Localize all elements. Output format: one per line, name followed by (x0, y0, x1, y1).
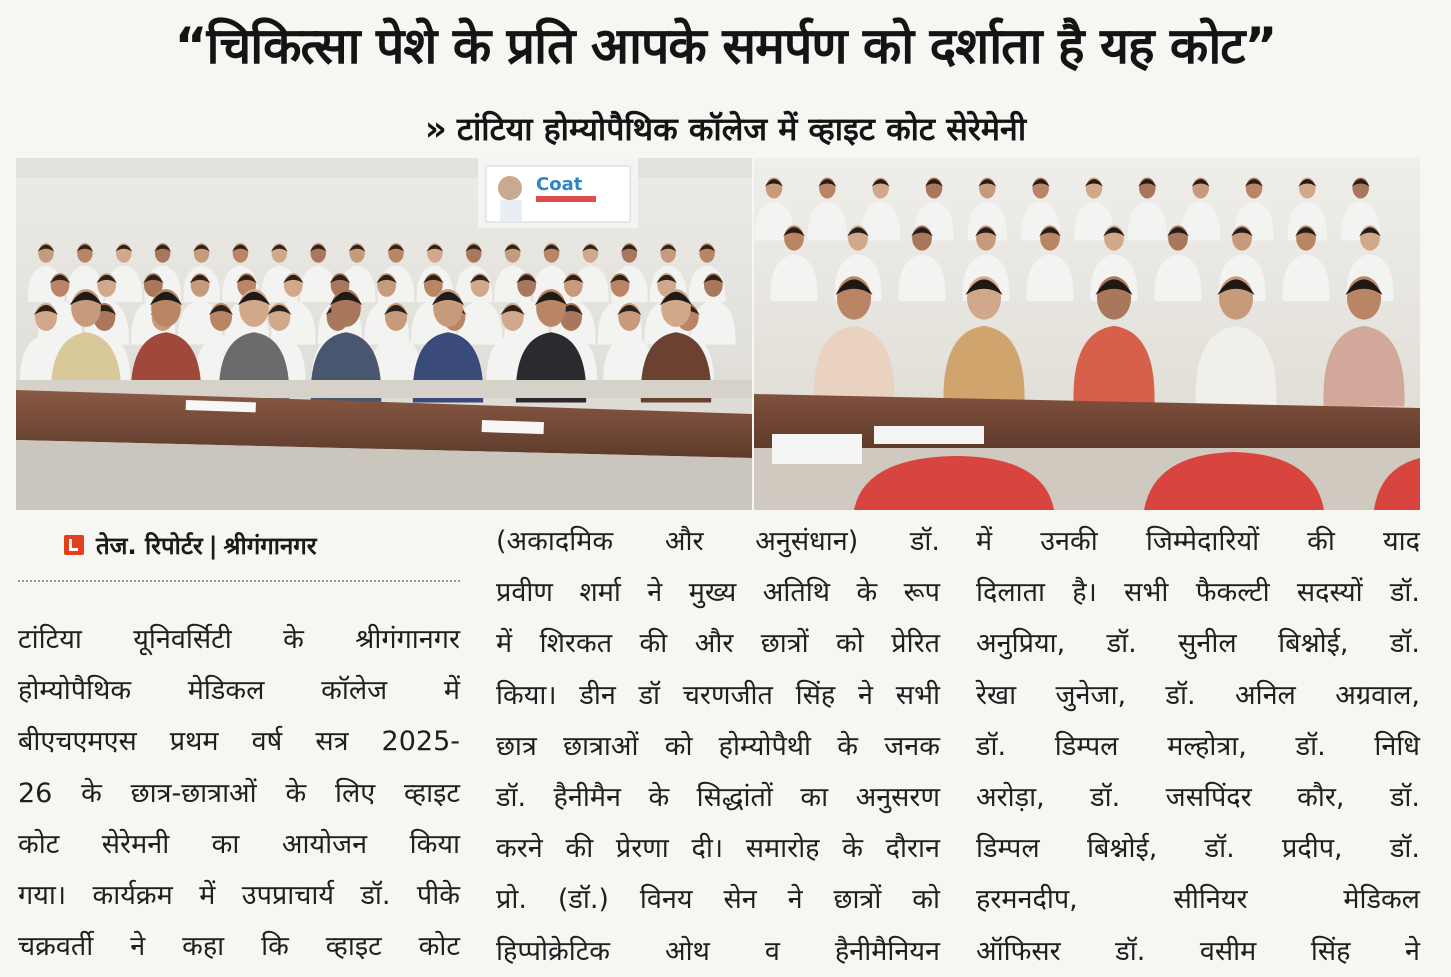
article-line: किया। डीन डॉ चरणजीत सिंह ने सभी (496, 679, 940, 711)
article-line: छात्र छात्राओं को होम्योपैथी के जनक (496, 730, 940, 762)
article-line: ऑफिसर डॉ. वसीम सिंह ने (976, 935, 1420, 967)
article-line: (अकादमिक और अनुसंधान) डॉ. (496, 526, 940, 557)
photo-audience-left-illustration (16, 158, 752, 510)
photo-audience-right-illustration (754, 158, 1420, 510)
article-line: बीएचएमएस प्रथम वर्ष सत्र 2025- (18, 726, 460, 758)
article-column-3 (976, 516, 1420, 977)
subheadline-text: टांटिया होम्योपैथिक कॉलेज में व्हाइट कोट सेरेमेनी (456, 110, 1027, 148)
article-line: होम्योपैथिक मेडिकल कॉलेज में (18, 675, 460, 707)
article-line: प्रवीण शर्मा ने मुख्य अतिथि के रूप (496, 577, 940, 609)
article-line: प्रो. (डॉ.) विनय सेन ने छात्रों को (496, 884, 940, 916)
byline (64, 526, 317, 566)
reporter-tag-icon (64, 535, 84, 555)
article-line: अरोड़ा, डॉ. जसपिंदर कौर, डॉ. (976, 781, 1420, 813)
byline-reporter: तेज. रिपोर्टर (96, 532, 203, 560)
article-line: करने की प्रेरणा दी। समारोह के दौरान (496, 833, 940, 865)
article-line: हरमनदीप, सीनियर मेडिकल (976, 884, 1420, 916)
article-column-1 (18, 614, 460, 972)
article-line: डिम्पल बिश्नोई, डॉ. प्रदीप, डॉ. (976, 833, 1420, 865)
byline-separator: | (208, 532, 218, 560)
subheadline (0, 106, 1451, 152)
chevron-marker-icon: » (424, 109, 447, 149)
article-line: में उनकी जिम्मेदारियों की याद (976, 526, 1420, 557)
article-line: डॉ. डिम्पल मल्होत्रा, डॉ. निधि (976, 730, 1420, 762)
article-line: गया। कार्यक्रम में उपप्राचार्य डॉ. पीके (18, 879, 460, 911)
byline-location: श्रीगंगानगर (223, 532, 317, 560)
byline-divider (18, 580, 460, 582)
article-line: चक्रवर्ती ने कहा कि व्हाइट कोट (18, 931, 460, 963)
article-line: टांटिया यूनिवर्सिटी के श्रीगंगानगर (18, 624, 460, 655)
article-line: दिलाता है। सभी फैकल्टी सदस्यों डॉ. (976, 577, 1420, 609)
article-line: अनुप्रिया, डॉ. सुनील बिश्नोई, डॉ. (976, 628, 1420, 660)
headline: “चिकित्सा पेशे के प्रति आपके समर्पण को दर्शाता है यह कोट” (174, 17, 1277, 75)
photo-audience-left (16, 158, 752, 510)
banner-text: Coat (536, 174, 583, 195)
article-column-2 (496, 516, 940, 977)
article-line: कोट सेरेमनी का आयोजन किया (18, 828, 460, 860)
article-line: 26 के छात्र-छात्राओं के लिए व्हाइट (18, 777, 460, 809)
article-line: डॉ. हैनीमैन के सिद्धांतों का अनुसरण (496, 781, 940, 813)
article-line: रेखा जुनेजा, डॉ. अनिल अग्रवाल, (976, 679, 1420, 711)
article-line: में शिरकत की और छात्रों को प्रेरित (496, 628, 940, 660)
photo-audience-right (754, 158, 1420, 510)
article-line: हिप्पोक्रेटिक ओथ व हैनीमैनियन (496, 935, 940, 967)
